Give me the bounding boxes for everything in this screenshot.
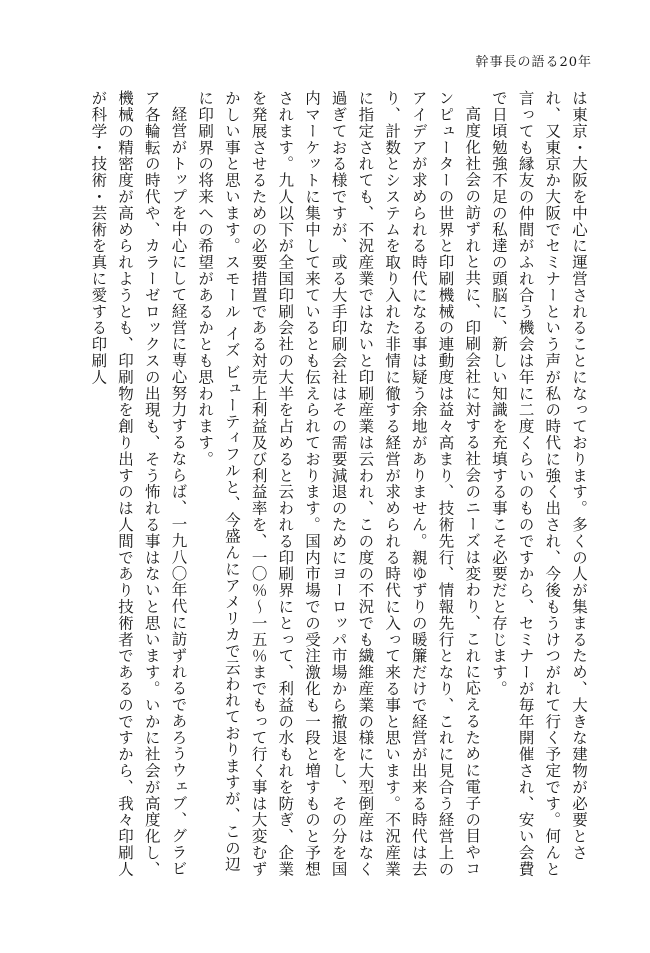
vertical-body-text	[58, 90, 592, 880]
paragraph: 経営がトップを中心にして経営に専心努力するならば、一九八〇年代に訪ずれるであろうウェブ、グラビア各輪転の時代や、カラーゼロックスの出現も、そう怖れる事はないと思います。いかに社会が高度化し、機械の精密度が高められようとも、印刷物を創り出すのは人間であり技術者であるのですから、我々印刷人が科学・技術・芸術を真に愛する印刷人	[89, 90, 188, 878]
paragraph: は東京・大阪を中心に運営されることになっております。多くの人が集まるため、大きな建物が必要とされ、又東京か大阪でセミナーという声が私の時代に強く出され、今後もうけつがれて行く予定です。何んと言っても縁友の仲間がふれ合う機会は年に二度くらいのものですから、セミナーが毎年開催され、安い会費で日頃勉強不足の私達の頭脳に、新しい知識を充填する事こそ必要だと存じます。	[489, 90, 588, 878]
running-head: 幹事長の語る20年	[475, 55, 592, 70]
paragraph: 高度化社会の訪ずれと共に、印刷会社に対する社会のニーズは変わり、これに応えるために電子の目やコンピューターの世界と印刷機械の連動度は益々高まり、技術先行、情報先行となり、これに見合う経営上のアイデアが求められる時代になる事は疑う余地がありません。親ゆずりの暖簾だけで経営が出来る時代は去り、計数とシステムを取り入れた非情に徹する経営が求められる時代に入って来る事と思います。不況産業に指定されても、不況産業ではないと印刷産業は云われ、この度の不況でも繊維産業の様に大型倒産はなく過ぎておる様ですが、或る大手印刷会社はその需要減退のためにヨーロッパ市場から撤退をし、その分を国内マーケットに集中して来ているとも伝えられております。国内市場での受注激化も一段と増すものと予想されます。九人以下が全国印刷会社の大半を占めると云われる印刷界にとって、利益の水もれを防ぎ、企業を発展させるための必要措置である対売上利益及び利益率を、一〇％〜一五％までもって行く事は大変むずかしい事と思います。スモール イズ ビューティフルと、今盛んにアメリカで云われておりますが、この辺に印刷界の将来への希望があるかとも思われます。	[196, 90, 482, 878]
